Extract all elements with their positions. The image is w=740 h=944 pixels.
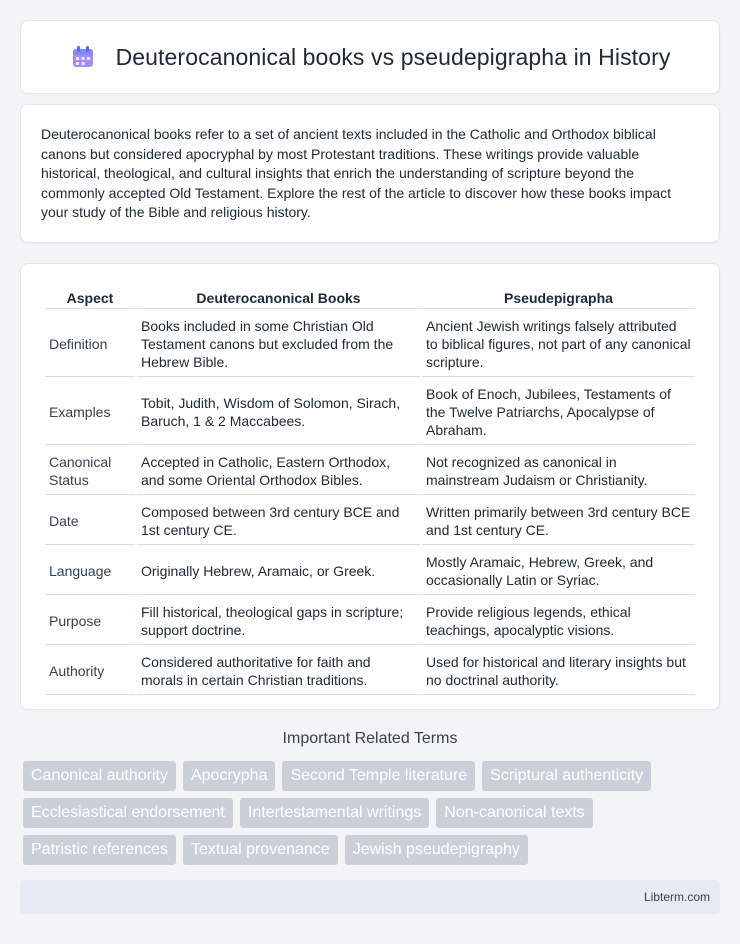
row-pseudepigrapha: Mostly Aramaic, Hebrew, Greek, and occasionally Latin or Syriac.: [422, 547, 695, 595]
comparison-table: [43, 284, 697, 697]
header-aspect: Aspect: [45, 286, 135, 309]
table-row: [45, 497, 695, 545]
row-aspect: Canonical Status: [45, 447, 135, 495]
intro-text: Deuterocanonical books refer to a set of ancient texts included in the Catholic and Orthodox biblical canons but considered apocryphal by most Protestant traditions. These writings provide valuable historical, theological, and cultural insights that enrich the understanding of scripture beyond the commonly accepted Old Testament. Explore the rest of the article to discover how these books impact your study of the Bible and religious history.: [41, 126, 672, 221]
term-row: [23, 761, 723, 791]
row-pseudepigrapha: Ancient Jewish writings falsely attributed to biblical figures, not part of any canonical scripture.: [422, 311, 695, 377]
table-row: [45, 379, 695, 445]
header-pseudepigrapha: Pseudepigrapha: [422, 286, 695, 309]
term-row: [23, 835, 723, 865]
row-deuterocanonical: Considered authoritative for faith and morals in certain Christian traditions.: [137, 647, 420, 695]
row-aspect: Date: [45, 497, 135, 545]
intro-card: [20, 104, 720, 243]
row-aspect: Purpose: [45, 597, 135, 645]
row-aspect: Language: [45, 547, 135, 595]
table-row: [45, 597, 695, 645]
term-row: [23, 798, 723, 828]
row-deuterocanonical: Accepted in Catholic, Eastern Orthodox, and some Oriental Orthodox Bibles.: [137, 447, 420, 495]
row-pseudepigrapha: Book of Enoch, Jubilees, Testaments of the Twelve Patriarchs, Apocalypse of Abraham.: [422, 379, 695, 445]
row-deuterocanonical: Books included in some Christian Old Testament canons but excluded from the Hebrew Bible.: [137, 311, 420, 377]
term-tag[interactable]: Patristic references: [23, 835, 176, 865]
title-card: [20, 20, 720, 94]
row-aspect: Definition: [45, 311, 135, 377]
row-pseudepigrapha: Not recognized as canonical in mainstream Judaism or Christianity.: [422, 447, 695, 495]
table-header-row: [45, 286, 695, 309]
table-row: [45, 311, 695, 377]
term-tag[interactable]: Intertestamental writings: [240, 798, 429, 828]
row-pseudepigrapha: Used for historical and literary insights but no doctrinal authority.: [422, 647, 695, 695]
table-row: [45, 547, 695, 595]
table-row: [45, 447, 695, 495]
term-tag[interactable]: Second Temple literature: [282, 761, 475, 791]
header-deuterocanonical: Deuterocanonical Books: [137, 286, 420, 309]
comparison-card: [20, 263, 720, 710]
row-deuterocanonical: Fill historical, theological gaps in scripture; support doctrine.: [137, 597, 420, 645]
row-aspect: Examples: [45, 379, 135, 445]
row-deuterocanonical: Composed between 3rd century BCE and 1st century CE.: [137, 497, 420, 545]
footer: [20, 880, 720, 914]
term-tag[interactable]: Jewish pseudepigraphy: [345, 835, 528, 865]
row-deuterocanonical: Originally Hebrew, Aramaic, or Greek.: [137, 547, 420, 595]
term-tag[interactable]: Ecclesiastical endorsement: [23, 798, 233, 828]
row-deuterocanonical: Tobit, Judith, Wisdom of Solomon, Sirach, Baruch, 1 & 2 Maccabees.: [137, 379, 420, 445]
term-tag[interactable]: Canonical authority: [23, 761, 176, 791]
row-pseudepigrapha: Provide religious legends, ethical teachings, apocalyptic visions.: [422, 597, 695, 645]
term-tag[interactable]: Non-canonical texts: [436, 798, 593, 828]
page-title: Deuterocanonical books vs pseudepigrapha in History: [115, 43, 671, 70]
term-tag[interactable]: Scriptural authenticity: [482, 761, 651, 791]
term-tag[interactable]: Textual provenance: [183, 835, 338, 865]
term-tag[interactable]: Apocrypha: [183, 761, 276, 791]
calendar-icon: [70, 44, 96, 70]
row-aspect: Authority: [45, 647, 135, 695]
footer-brand[interactable]: Libterm.com: [643, 890, 710, 904]
related-terms: [23, 761, 723, 872]
table-row: [45, 647, 695, 695]
related-terms-title: Important Related Terms: [282, 730, 458, 747]
row-pseudepigrapha: Written primarily between 3rd century BCE and 1st century CE.: [422, 497, 695, 545]
